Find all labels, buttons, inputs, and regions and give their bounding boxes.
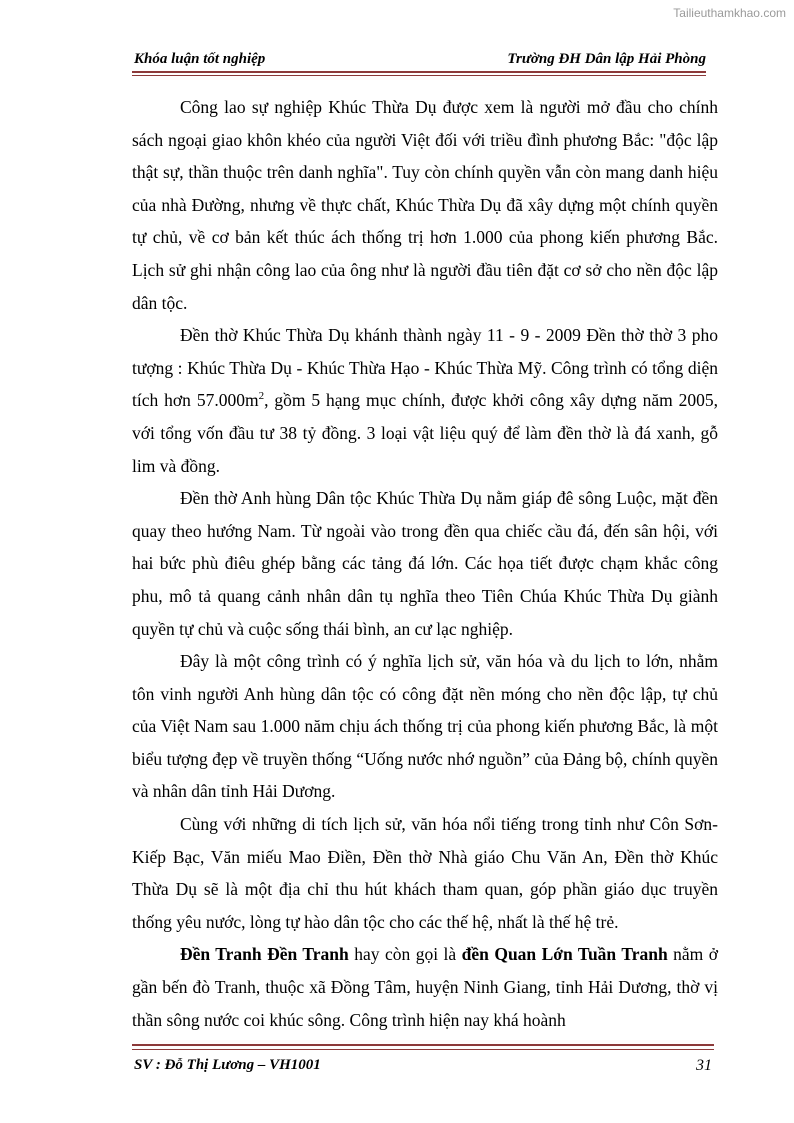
paragraph-3: Đền thờ Anh hùng Dân tộc Khúc Thừa Dụ nằm giáp đê sông Luộc, mặt đền quay theo hướng Nam. Từ ngoài vào trong đền qua chiếc cầu đá, đến sân hội, với hai bức phù điêu ghép bằng các tảng đá lớn. Các họa tiết được chạm khắc công phu, mô tả quang cảnh nhân dân tụ nghĩa theo Tiên Chúa Khúc Thừa Dụ giành quyền tự chủ và cuộc sống thái bình, an cư lạc nghiệp. xyxy=(132,488,718,639)
bold-temple-alias: đền Quan Lớn Tuần Tranh xyxy=(461,944,668,965)
header-rule xyxy=(132,71,706,73)
paragraph-6-text-2: nằm ở gần bến đò Tranh, thuộc xã Đồng Tâm, huyện Ninh Giang, tỉnh Hải Dương, thờ vị thần sông nước coi khúc sông. Công trình hiện nay khá hoành xyxy=(132,944,718,1030)
paragraph-4: Đây là một công trình có ý nghĩa lịch sử, văn hóa và du lịch to lớn, nhằm tôn vinh người Anh hùng dân tộc có công đặt nền móng cho nền độc lập, tự chủ của Việt Nam sau 1.000 năm chịu ách thống trị của phong kiến phương Bắc, là một biểu tượng đẹp về truyền thống “Uống nước nhớ nguồn” của Đảng bộ, chính quyền và nhân dân tỉnh Hải Dương. xyxy=(132,651,718,802)
paragraph-2-part-2: , gồm 5 hạng mục chính, được khởi công xây dựng năm 2005, với tổng vốn đầu tư 38 tỷ đồng. 3 loại vật liệu quý để làm đền thờ là đá xanh, gỗ lim và đồng. xyxy=(132,390,718,476)
paragraph-1: Công lao sự nghiệp Khúc Thừa Dụ được xem là người mở đầu cho chính sách ngoại giao khôn khéo của người Việt đối với triều đình phương Bắc: "độc lập thật sự, thần thuộc trên danh nghĩa". Tuy còn chính quyền vẫn còn mang danh hiệu của nhà Đường, nhưng về thực chất, Khúc Thừa Dụ đã xây dựng một chính quyền tự chủ, về cơ bản kết thúc ách thống trị hơn 1.000 của phong kiến phương Bắc. Lịch sử ghi nhận công lao của ông như là người đầu tiên đặt cơ sở cho nền độc lập dân tộc. xyxy=(132,97,718,313)
footer-student: SV : Đỗ Thị Lương – VH1001 xyxy=(134,1057,321,1073)
paragraph-2-part-1: Đền thờ Khúc Thừa Dụ khánh thành ngày 11 - 9 - 2009 Đền thờ thờ 3 pho tượng : Khúc Thừa Dụ - Khúc Thừa Hạo - Khúc Thừa Mỹ. Công trình có tổng diện tích hơn 57.000m xyxy=(132,325,718,411)
footer-rule xyxy=(132,1044,714,1046)
paragraph-6 xyxy=(132,938,718,1036)
bold-temple-name: Đền Tranh Đền Tranh xyxy=(180,944,349,965)
header-university: Trường ĐH Dân lập Hải Phòng xyxy=(507,51,706,67)
superscript: 2 xyxy=(258,390,265,403)
body-text xyxy=(132,91,718,1036)
footer-rule-thin xyxy=(132,1049,714,1050)
paragraph-5: Cùng với những di tích lịch sử, văn hóa nổi tiếng trong tỉnh như Côn Sơn-Kiếp Bạc, Văn miếu Mao Điền, Đền thờ Nhà giáo Chu Văn An, Đền thờ Khúc Thừa Dụ sẽ là một địa chỉ thu hút khách tham quan, góp phần giáo dục truyền thống yêu nước, lòng tự hào dân tộc cho các thế hệ, nhất là thế hệ trẻ. xyxy=(132,814,718,932)
page-header xyxy=(132,50,706,72)
watermark: Tailieuthamkhao.com xyxy=(673,6,786,20)
paragraph-2 xyxy=(132,319,718,482)
header-rule-thin xyxy=(132,75,706,76)
header-thesis-label: Khóa luận tốt nghiệp xyxy=(134,51,266,67)
paragraph-6-text-1: hay còn gọi là xyxy=(348,944,462,965)
page-number: 31 xyxy=(696,1057,712,1074)
